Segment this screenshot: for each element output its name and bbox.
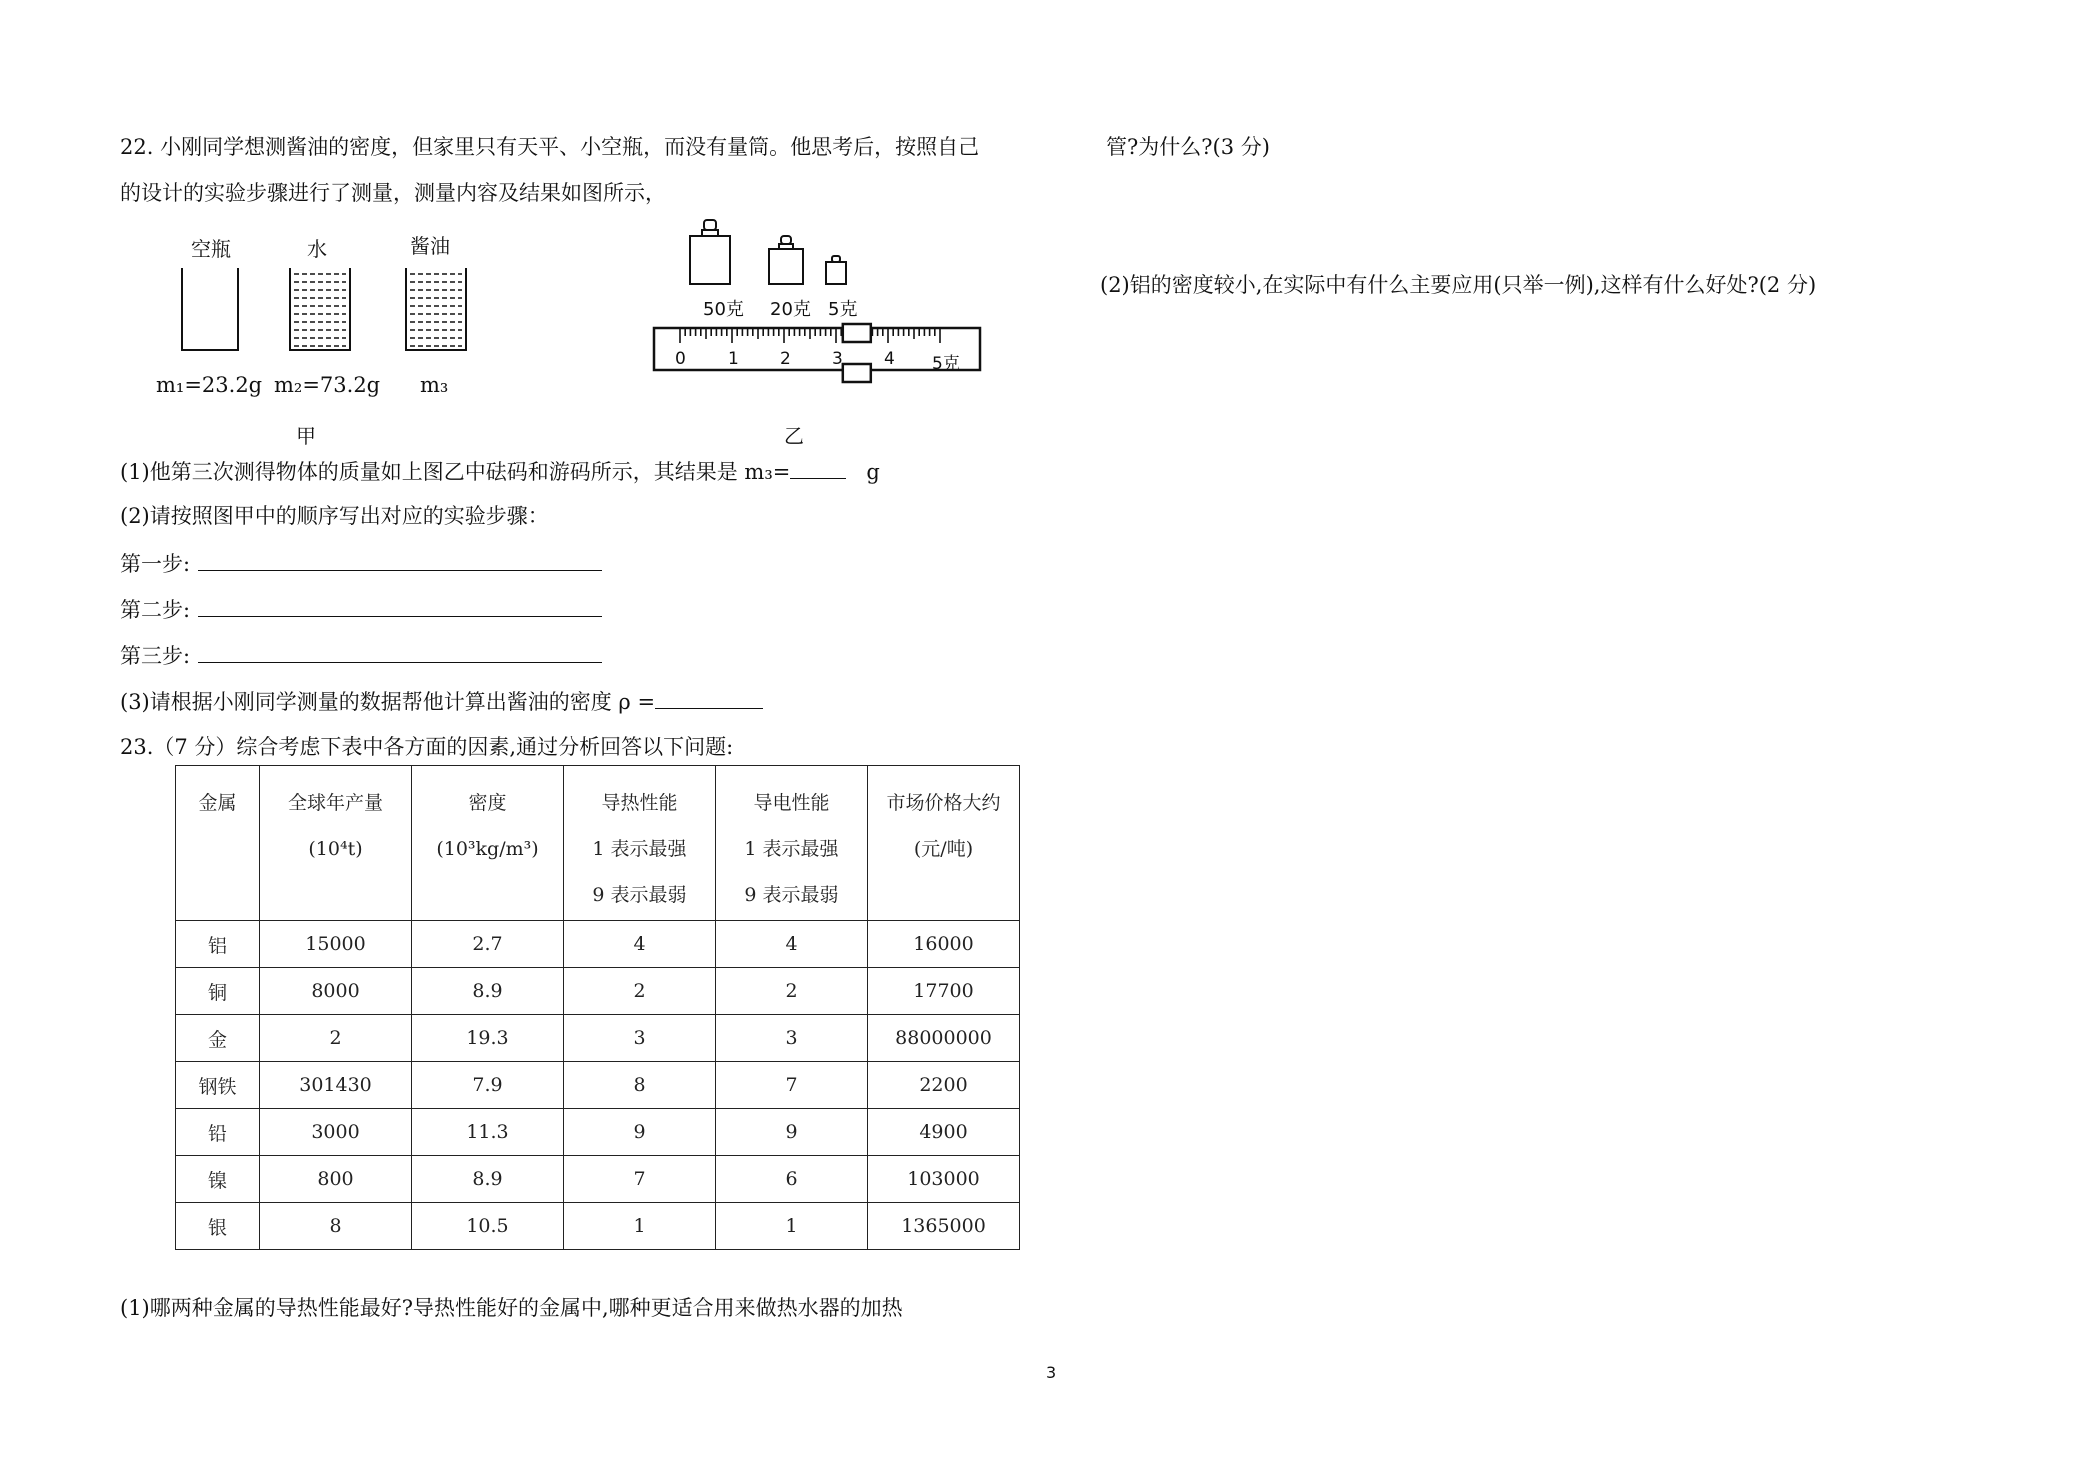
- table-cell: 2: [564, 968, 716, 1015]
- table-cell: 16000: [868, 921, 1020, 968]
- label-water: 水: [307, 237, 327, 261]
- table-header-cell: [260, 766, 412, 921]
- table-cell: 2.7: [412, 921, 564, 968]
- m3-answer-blank[interactable]: [790, 460, 846, 479]
- q22-sub1-text: (1)他第三次测得物体的质量如上图乙中砝码和游码所示，其结果是 m₃=: [120, 460, 791, 484]
- scale-tick-2: 2: [780, 349, 791, 369]
- table-cell: 800: [260, 1156, 412, 1203]
- weight-5g-label: 5克: [828, 299, 858, 320]
- weight-20g-icon: [769, 236, 803, 284]
- table-header-cell: [564, 766, 716, 921]
- metal-name-cell: 铝: [176, 921, 260, 968]
- header-line: 金属: [198, 792, 237, 814]
- q22-sub2: (2)请按照图甲中的顺序写出对应的实验步骤：: [120, 504, 549, 528]
- metal-name-cell: 银: [176, 1203, 260, 1250]
- step-1-row: [120, 552, 602, 575]
- scale-tick-1: 1: [728, 349, 739, 369]
- header-line: 1 表示最强: [592, 838, 687, 860]
- table-cell: 9: [716, 1109, 868, 1156]
- header-line: (10³kg/m³): [436, 838, 539, 860]
- header-line: 导热性能: [601, 792, 678, 814]
- table-cell: 4900: [868, 1109, 1020, 1156]
- q22-line-1: 22. 小刚同学想测酱油的密度，但家里只有天平、小空瓶，而没有量筒。他思考后，按照自己: [120, 135, 980, 159]
- table-cell: 10.5: [412, 1203, 564, 1250]
- figure-jia-caption: 甲: [296, 424, 316, 448]
- table-cell: 8: [260, 1203, 412, 1250]
- table-cell: 15000: [260, 921, 412, 968]
- table-cell: 3: [564, 1015, 716, 1062]
- metal-name-cell: 铅: [176, 1109, 260, 1156]
- label-empty-bottle: 空瓶: [191, 237, 231, 261]
- table-cell: 8: [564, 1062, 716, 1109]
- table-cell: 2: [260, 1015, 412, 1062]
- q23-sub1: (1)哪两种金属的导热性能最好?导热性能好的金属中,哪种更适合用来做热水器的加热: [120, 1296, 903, 1320]
- mass-m3: m₃: [420, 373, 449, 397]
- table-cell: 301430: [260, 1062, 412, 1109]
- q22-sub1: [120, 460, 880, 483]
- empty-bottle-icon: [182, 268, 238, 350]
- water-bottle-icon: [290, 268, 350, 350]
- metal-name-cell: 镍: [176, 1156, 260, 1203]
- table-header-cell: [412, 766, 564, 921]
- mass-m1: m₁=23.2g: [156, 373, 263, 397]
- table-cell: 2: [716, 968, 868, 1015]
- scale-tick-3: 3: [832, 349, 843, 369]
- table-row: [176, 1109, 1020, 1156]
- table-header-cell: [176, 766, 260, 921]
- table-cell: 1: [716, 1203, 868, 1250]
- table-cell: 7: [716, 1062, 868, 1109]
- table-cell: 4: [716, 921, 868, 968]
- table-cell: 8.9: [412, 1156, 564, 1203]
- table-header-cell: [868, 766, 1020, 921]
- scale-tick-4: 4: [884, 349, 895, 369]
- table-row: [176, 1015, 1020, 1062]
- density-answer-blank[interactable]: [655, 690, 763, 709]
- step-2-answer-blank[interactable]: [198, 598, 602, 617]
- table-cell: 88000000: [868, 1015, 1020, 1062]
- table-header-cell: [716, 766, 868, 921]
- table-cell: 3: [716, 1015, 868, 1062]
- step-3-answer-blank[interactable]: [198, 644, 602, 663]
- metal-name-cell: 金: [176, 1015, 260, 1062]
- metal-name-cell: 钢铁: [176, 1062, 260, 1109]
- scale-tick-0: 0: [675, 349, 686, 369]
- table-cell: 19.3: [412, 1015, 564, 1062]
- table-row: [176, 1156, 1020, 1203]
- q23-sub1-continued: 管?为什么?(3 分): [1106, 135, 1270, 159]
- header-line: (10⁴t): [308, 838, 363, 860]
- table-row: [176, 968, 1020, 1015]
- metal-name-cell: 铜: [176, 968, 260, 1015]
- table-cell: 8.9: [412, 968, 564, 1015]
- weight-20g-label: 20克: [770, 299, 811, 320]
- header-line: 市场价格大约: [886, 792, 1001, 814]
- metals-table: [175, 765, 1020, 1250]
- table-cell: 11.3: [412, 1109, 564, 1156]
- table-cell: 2200: [868, 1062, 1020, 1109]
- header-line: (元/吨): [913, 838, 974, 860]
- table-row: [176, 1203, 1020, 1250]
- table-cell: 6: [716, 1156, 868, 1203]
- table-cell: 7: [564, 1156, 716, 1203]
- step-3-row: [120, 644, 602, 667]
- figure-yi-caption: 乙: [784, 424, 804, 448]
- step-1-label: 第一步:: [120, 552, 191, 576]
- table-row: [176, 921, 1020, 968]
- label-soy-sauce: 酱油: [410, 234, 450, 258]
- step-2-label: 第二步:: [120, 598, 191, 622]
- table-cell: 3000: [260, 1109, 412, 1156]
- table-cell: 1: [564, 1203, 716, 1250]
- q22-sub1-unit: g: [866, 460, 880, 484]
- q22-sub3: [120, 690, 763, 713]
- weight-5g-icon: [826, 256, 846, 284]
- header-line: 密度: [468, 792, 507, 814]
- table-cell: 4: [564, 921, 716, 968]
- bottles-diagram: [170, 262, 480, 358]
- step-1-answer-blank[interactable]: [198, 552, 602, 571]
- step-2-row: [120, 598, 602, 621]
- q22-sub3-text: (3)请根据小刚同学测量的数据帮他计算出酱油的密度 ρ =: [120, 690, 656, 714]
- scale-tick-5: 5克: [932, 354, 960, 374]
- page-number: 3: [1046, 1363, 1057, 1382]
- header-line: 全球年产量: [287, 792, 383, 814]
- header-line: 导电性能: [753, 792, 830, 814]
- table-row: [176, 1062, 1020, 1109]
- weight-50g-icon: [690, 220, 730, 284]
- table-header-row: [176, 766, 1020, 921]
- q23-intro: 23.（7 分）综合考虑下表中各方面的因素,通过分析回答以下问题:: [120, 735, 734, 759]
- table-cell: 9: [564, 1109, 716, 1156]
- table-cell: 1365000: [868, 1203, 1020, 1250]
- weight-50g-label: 50克: [703, 299, 744, 320]
- header-line: 9 表示最弱: [744, 884, 839, 906]
- header-line: 9 表示最弱: [592, 884, 687, 906]
- mass-m2: m₂=73.2g: [274, 373, 381, 397]
- table-cell: 17700: [868, 968, 1020, 1015]
- table-cell: 8000: [260, 968, 412, 1015]
- soy-sauce-bottle-icon: [406, 268, 466, 350]
- table-cell: 7.9: [412, 1062, 564, 1109]
- header-line: 1 表示最强: [744, 838, 839, 860]
- step-3-label: 第三步:: [120, 644, 191, 668]
- q22-line-2: 的设计的实验步骤进行了测量，测量内容及结果如图所示，: [120, 181, 666, 205]
- table-cell: 103000: [868, 1156, 1020, 1203]
- q23-sub2: (2)铝的密度较小,在实际中有什么主要应用(只举一例),这样有什么好处?(2 分): [1100, 273, 1817, 297]
